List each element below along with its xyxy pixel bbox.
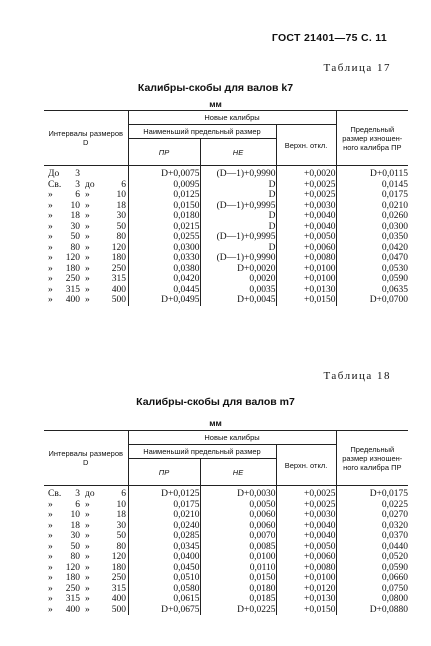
header-upper-dev: Верхн. откл.	[276, 125, 336, 166]
interval-from: 400	[65, 295, 80, 305]
interval-connector: »	[85, 583, 90, 594]
interval-connector: »	[85, 242, 90, 253]
interval-prefix: »	[48, 200, 53, 211]
worn-limit-value: 0,0635	[336, 285, 408, 296]
interval-connector: »	[85, 295, 90, 305]
worn-limit-value: D+0,0700	[336, 295, 408, 306]
interval	[44, 180, 128, 191]
interval-cell	[44, 573, 128, 584]
interval-prefix: »	[48, 604, 53, 615]
interval-to: 180	[111, 253, 126, 263]
interval-connector: »	[85, 510, 90, 520]
ne-value: D+0,0045	[200, 295, 276, 306]
worn-limit-value: 0,0470	[336, 253, 408, 264]
table-17-body	[44, 166, 408, 306]
interval	[44, 264, 128, 275]
interval-prefix: »	[48, 221, 53, 232]
upper-dev-value: +0,0080	[276, 563, 336, 574]
header-smallest-limit: Наименьший предельный размер	[128, 125, 276, 139]
ne-value: (D—1)+0,9990	[200, 166, 276, 180]
interval-to: 10	[116, 190, 126, 200]
interval	[44, 500, 128, 511]
pr-value: 0,0345	[128, 542, 200, 553]
table-row	[44, 201, 408, 212]
interval-to: 500	[111, 604, 126, 615]
interval-from: 400	[65, 604, 80, 615]
interval-cell	[44, 584, 128, 595]
upper-dev-value: +0,0040	[276, 222, 336, 233]
upper-dev-value: +0,0120	[276, 584, 336, 595]
interval	[44, 169, 128, 180]
interval-prefix: »	[48, 552, 53, 562]
table-row	[44, 243, 408, 254]
table-row	[44, 542, 408, 553]
pr-value: 0,0330	[128, 253, 200, 264]
worn-limit-value: 0,0590	[336, 563, 408, 574]
pr-value: 0,0125	[128, 190, 200, 201]
upper-dev-value: +0,0025	[276, 500, 336, 511]
table-row	[44, 584, 408, 595]
interval	[44, 274, 128, 285]
interval-from: 50	[70, 541, 80, 552]
interval-prefix: »	[48, 510, 53, 520]
upper-dev-value: +0,0100	[276, 573, 336, 584]
ne-value: 0,0100	[200, 552, 276, 563]
interval-prefix: »	[48, 541, 53, 552]
upper-dev-value: +0,0025	[276, 180, 336, 191]
interval-cell	[44, 563, 128, 574]
header-upper-dev: Верхн. откл.	[276, 445, 336, 486]
table-17	[44, 110, 408, 306]
header-intervals: Интервалы размеров D	[44, 111, 128, 166]
interval-to: 315	[111, 274, 126, 284]
upper-dev-value: +0,0060	[276, 552, 336, 563]
table-row	[44, 510, 408, 521]
interval-connector: »	[85, 263, 90, 274]
interval	[44, 232, 128, 243]
interval-to: 400	[111, 594, 126, 604]
interval-cell	[44, 190, 128, 201]
interval-prefix: »	[48, 573, 53, 583]
interval-cell	[44, 211, 128, 222]
ne-value: 0,0035	[200, 285, 276, 296]
interval-to: 500	[111, 295, 126, 305]
interval-from: 315	[65, 284, 80, 295]
interval	[44, 605, 128, 616]
pr-value: 0,0255	[128, 232, 200, 243]
pr-value: 0,0180	[128, 211, 200, 222]
worn-limit-value: 0,0520	[336, 552, 408, 563]
interval	[44, 531, 128, 542]
interval-from: 10	[70, 510, 80, 520]
table-row	[44, 594, 408, 605]
interval-connector: »	[85, 274, 90, 284]
pr-value: 0,0095	[128, 180, 200, 191]
interval-from: 30	[70, 531, 80, 541]
header-new-gauges: Новые калибры	[128, 111, 336, 125]
interval-connector: »	[85, 253, 90, 263]
interval-prefix: »	[48, 562, 53, 573]
table-18-number: Таблица 18	[323, 370, 391, 382]
table-row	[44, 232, 408, 243]
interval-cell	[44, 201, 128, 212]
interval	[44, 521, 128, 532]
pr-value: D+0,0075	[128, 166, 200, 180]
interval-to: 120	[111, 552, 126, 562]
interval-cell	[44, 222, 128, 233]
interval-cell	[44, 264, 128, 275]
upper-dev-value: +0,0150	[276, 605, 336, 616]
table-row	[44, 264, 408, 275]
table-row	[44, 222, 408, 233]
interval-prefix: »	[48, 190, 53, 200]
interval-prefix: Св.	[48, 179, 62, 190]
interval-prefix: »	[48, 274, 53, 284]
ne-value: D	[200, 222, 276, 233]
ne-value: 0,0060	[200, 521, 276, 532]
interval	[44, 563, 128, 574]
pr-value: 0,0215	[128, 222, 200, 233]
interval-to: 30	[116, 520, 126, 531]
interval	[44, 542, 128, 553]
interval-prefix: »	[48, 583, 53, 594]
header-smallest-limit: Наименьший предельный размер	[128, 445, 276, 459]
worn-limit-value: 0,0350	[336, 232, 408, 243]
interval	[44, 285, 128, 296]
ne-value: (D—1)+0,9995	[200, 201, 276, 212]
interval-prefix: Св.	[48, 489, 62, 499]
interval-connector: »	[85, 562, 90, 573]
table-row	[44, 573, 408, 584]
table-row	[44, 295, 408, 306]
interval-connector: »	[85, 284, 90, 295]
ne-value: 0,0020	[200, 274, 276, 285]
worn-limit-value: 0,0660	[336, 573, 408, 584]
interval-to: 10	[116, 499, 126, 510]
ne-value: 0,0050	[200, 500, 276, 511]
interval-prefix: До	[48, 169, 60, 179]
interval-to: 250	[111, 263, 126, 274]
table-row	[44, 605, 408, 616]
worn-limit-value: 0,0270	[336, 510, 408, 521]
interval-connector: »	[85, 552, 90, 562]
interval	[44, 211, 128, 222]
interval	[44, 243, 128, 254]
interval	[44, 594, 128, 605]
interval-from: 6	[75, 499, 80, 510]
interval	[44, 584, 128, 595]
pr-value: 0,0380	[128, 264, 200, 275]
pr-value: D+0,0125	[128, 486, 200, 500]
interval-prefix: »	[48, 295, 53, 305]
ne-value: D	[200, 243, 276, 254]
interval-cell	[44, 594, 128, 605]
interval-to: 50	[116, 221, 126, 232]
pr-value: 0,0450	[128, 563, 200, 574]
ne-value: 0,0070	[200, 531, 276, 542]
interval-cell	[44, 542, 128, 553]
upper-dev-value: +0,0030	[276, 201, 336, 212]
interval-connector: »	[85, 499, 90, 510]
interval-connector: »	[85, 531, 90, 541]
table-18-unit: мм	[209, 418, 222, 428]
page-header: ГОСТ 21401—75 С. 11	[271, 32, 387, 44]
worn-limit-value: 0,0320	[336, 521, 408, 532]
table-row	[44, 253, 408, 264]
worn-limit-value: D+0,0880	[336, 605, 408, 616]
worn-limit-value: 0,0370	[336, 531, 408, 542]
interval-cell	[44, 285, 128, 296]
worn-limit-value: D+0,0115	[336, 166, 408, 180]
worn-limit-value: 0,0530	[336, 264, 408, 275]
worn-limit-value: 0,0260	[336, 211, 408, 222]
interval-connector: »	[85, 604, 90, 615]
interval	[44, 222, 128, 233]
interval-cell	[44, 500, 128, 511]
interval-to: 6	[121, 179, 126, 190]
interval-cell	[44, 521, 128, 532]
interval-cell	[44, 232, 128, 243]
interval	[44, 573, 128, 584]
upper-dev-value: +0,0040	[276, 531, 336, 542]
table-row	[44, 180, 408, 191]
ne-value: D+0,0225	[200, 605, 276, 616]
interval-prefix: »	[48, 242, 53, 253]
pr-value: 0,0240	[128, 521, 200, 532]
interval-cell	[44, 274, 128, 285]
interval-connector: »	[85, 232, 90, 242]
interval	[44, 295, 128, 306]
interval-from: 18	[70, 211, 80, 221]
interval	[44, 510, 128, 521]
upper-dev-value: +0,0040	[276, 521, 336, 532]
interval-from: 6	[75, 190, 80, 200]
interval-from: 18	[70, 520, 80, 531]
interval-connector: »	[85, 594, 90, 604]
pr-value: 0,0615	[128, 594, 200, 605]
interval-prefix: »	[48, 499, 53, 510]
interval-from: 3	[75, 179, 80, 190]
interval-from: 3	[75, 489, 80, 499]
interval-to: 80	[116, 232, 126, 242]
table-row	[44, 486, 408, 500]
interval	[44, 552, 128, 563]
table-row	[44, 285, 408, 296]
upper-dev-value: +0,0025	[276, 486, 336, 500]
interval-connector: до	[85, 179, 95, 190]
table-18-body	[44, 486, 408, 616]
pr-value: 0,0150	[128, 201, 200, 212]
interval-connector: »	[85, 200, 90, 211]
ne-value: 0,0185	[200, 594, 276, 605]
interval-to: 18	[116, 510, 126, 520]
table-18	[44, 430, 408, 615]
header-ne: НЕ	[200, 139, 276, 166]
interval-to: 30	[116, 211, 126, 221]
ne-value: 0,0085	[200, 542, 276, 553]
pr-value: D+0,0675	[128, 605, 200, 616]
interval-prefix: »	[48, 232, 53, 242]
table-row	[44, 166, 408, 180]
worn-limit-value: D+0,0175	[336, 486, 408, 500]
worn-limit-value: 0,0590	[336, 274, 408, 285]
interval-cell	[44, 295, 128, 306]
pr-value: D+0,0495	[128, 295, 200, 306]
worn-limit-value: 0,0145	[336, 180, 408, 191]
interval-cell	[44, 180, 128, 191]
worn-limit-value: 0,0800	[336, 594, 408, 605]
interval-to: 80	[116, 541, 126, 552]
ne-value: 0,0060	[200, 510, 276, 521]
upper-dev-value: +0,0060	[276, 243, 336, 254]
interval-from: 10	[70, 200, 80, 211]
ne-value: 0,0110	[200, 563, 276, 574]
pr-value: 0,0420	[128, 274, 200, 285]
interval-connector: »	[85, 221, 90, 232]
table-17-title: Калибры-скобы для валов k7	[137, 82, 294, 94]
worn-limit-value: 0,0225	[336, 500, 408, 511]
interval-from: 180	[65, 263, 80, 274]
interval-cell	[44, 253, 128, 264]
interval-from: 3	[75, 169, 80, 179]
header-pr: ПР	[128, 139, 200, 166]
upper-dev-value: +0,0030	[276, 510, 336, 521]
interval	[44, 201, 128, 212]
table-row	[44, 531, 408, 542]
interval-from: 50	[70, 232, 80, 242]
ne-value: D	[200, 180, 276, 191]
interval-connector: »	[85, 211, 90, 221]
table-row	[44, 211, 408, 222]
interval-to: 6	[121, 489, 126, 499]
upper-dev-value: +0,0080	[276, 253, 336, 264]
interval-cell	[44, 552, 128, 563]
interval-to: 18	[116, 200, 126, 211]
interval-connector: »	[85, 541, 90, 552]
header-ne: НЕ	[200, 459, 276, 486]
upper-dev-value: +0,0100	[276, 264, 336, 275]
ne-value: 0,0180	[200, 584, 276, 595]
upper-dev-value: +0,0050	[276, 232, 336, 243]
header-worn-limit: Предельный размер изношен-ного калибра ПР	[336, 431, 408, 486]
table-17-unit: мм	[209, 99, 222, 109]
pr-value: 0,0285	[128, 531, 200, 542]
interval-from: 30	[70, 221, 80, 232]
pr-value: 0,0445	[128, 285, 200, 296]
interval-from: 80	[70, 552, 80, 562]
interval-cell	[44, 510, 128, 521]
header-new-gauges: Новые калибры	[128, 431, 336, 445]
upper-dev-value: +0,0130	[276, 594, 336, 605]
interval-to: 120	[111, 242, 126, 253]
pr-value: 0,0210	[128, 510, 200, 521]
worn-limit-value: 0,0210	[336, 201, 408, 212]
interval-cell	[44, 243, 128, 254]
ne-value: (D—1)+0,9990	[200, 253, 276, 264]
interval-connector: до	[85, 489, 95, 499]
worn-limit-value: 0,0440	[336, 542, 408, 553]
table-row	[44, 552, 408, 563]
interval-from: 250	[65, 583, 80, 594]
pr-value: 0,0510	[128, 573, 200, 584]
upper-dev-value: +0,0050	[276, 542, 336, 553]
upper-dev-value: +0,0130	[276, 285, 336, 296]
interval-connector: »	[85, 190, 90, 200]
interval-from: 80	[70, 242, 80, 253]
worn-limit-value: 0,0175	[336, 190, 408, 201]
table-17-number: Таблица 17	[323, 62, 391, 74]
interval	[44, 253, 128, 264]
pr-value: 0,0300	[128, 243, 200, 254]
interval-connector: »	[85, 573, 90, 583]
table-row	[44, 500, 408, 511]
upper-dev-value: +0,0025	[276, 190, 336, 201]
upper-dev-value: +0,0150	[276, 295, 336, 306]
interval-prefix: »	[48, 531, 53, 541]
interval-cell	[44, 605, 128, 616]
interval-cell	[44, 531, 128, 542]
interval	[44, 489, 128, 500]
header-intervals: Интервалы размеров D	[44, 431, 128, 486]
ne-value: D	[200, 211, 276, 222]
upper-dev-value: +0,0100	[276, 274, 336, 285]
interval-from: 315	[65, 594, 80, 604]
upper-dev-value: +0,0040	[276, 211, 336, 222]
interval-cell	[44, 166, 128, 180]
interval-connector: »	[85, 520, 90, 531]
interval-prefix: »	[48, 253, 53, 263]
pr-value: 0,0400	[128, 552, 200, 563]
interval-prefix: »	[48, 594, 53, 604]
worn-limit-value: 0,0300	[336, 222, 408, 233]
interval	[44, 190, 128, 201]
interval-to: 180	[111, 562, 126, 573]
interval-prefix: »	[48, 520, 53, 531]
ne-value: D+0,0020	[200, 264, 276, 275]
ne-value: (D—1)+0,9995	[200, 232, 276, 243]
table-18-title: Калибры-скобы для валов m7	[136, 396, 295, 408]
ne-value: D+0,0030	[200, 486, 276, 500]
interval-cell	[44, 486, 128, 500]
ne-value: D	[200, 190, 276, 201]
interval-prefix: »	[48, 284, 53, 295]
interval-to: 400	[111, 284, 126, 295]
ne-value: 0,0150	[200, 573, 276, 584]
interval-from: 120	[65, 562, 80, 573]
worn-limit-value: 0,0420	[336, 243, 408, 254]
table-row	[44, 274, 408, 285]
interval-prefix: »	[48, 211, 53, 221]
header-worn-limit: Предельный размер изношен-ного калибра ПР	[336, 111, 408, 166]
pr-value: 0,0175	[128, 500, 200, 511]
interval-prefix: »	[48, 263, 53, 274]
pr-value: 0,0580	[128, 584, 200, 595]
upper-dev-value: +0,0020	[276, 166, 336, 180]
header-pr: ПР	[128, 459, 200, 486]
interval-from: 120	[65, 253, 80, 263]
table-row	[44, 563, 408, 574]
interval-from: 180	[65, 573, 80, 583]
interval-to: 250	[111, 573, 126, 583]
interval-to: 315	[111, 583, 126, 594]
table-row	[44, 521, 408, 532]
worn-limit-value: 0,0750	[336, 584, 408, 595]
interval-from: 250	[65, 274, 80, 284]
table-row	[44, 190, 408, 201]
interval-to: 50	[116, 531, 126, 541]
